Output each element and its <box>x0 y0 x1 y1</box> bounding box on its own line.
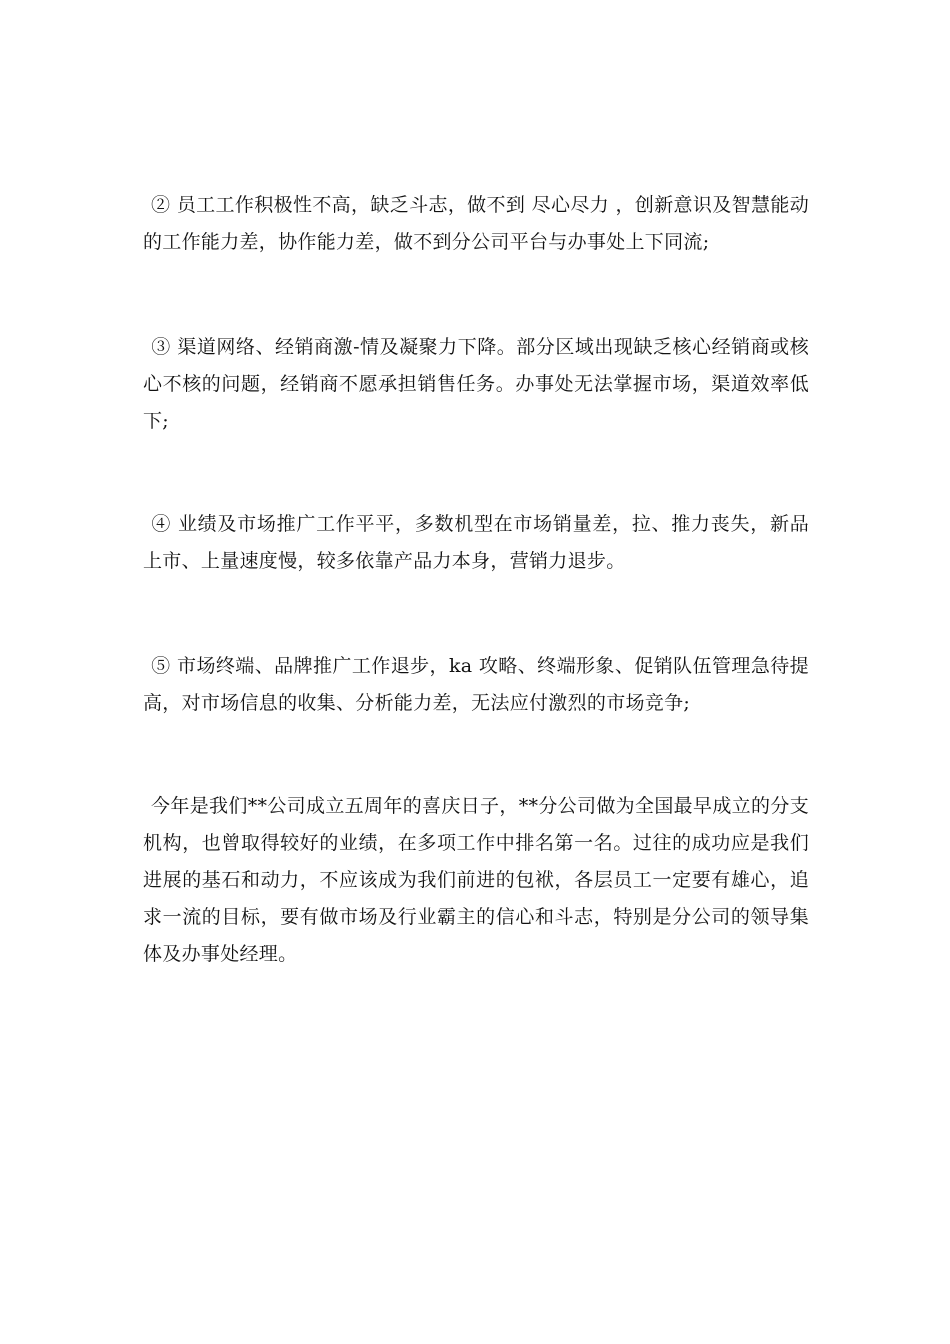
paragraph-text: 今年是我们**公司成立五周年的喜庆日子，**分公司做为全国最早成立的分支机构，也曾取得较好的业绩，在多项工作中排名第一名。过往的成功应是我们进展的基石和动力，不应该成为我们前进的包袱，各层员工一定要有雄心，追求一流的目标，要有做市场及行业霸主的信心和斗志，特别是分公司的领导集体及办事处经理。 <box>143 795 809 965</box>
paragraph-text: ② 员工工作积极性不高，缺乏斗志，做不到 尽心尽力 ，创新意识及智慧能动的工作能力差，协作能力差，做不到分公司平台与办事处上下同流; <box>143 194 809 253</box>
paragraph-employee-motivation <box>143 187 809 261</box>
paragraph-text: ③ 渠道网络、经销商激-情及凝聚力下降。部分区域出现缺乏核心经销商或核心不核的问题，经销商不愿承担销售任务。办事处无法掌握市场，渠道效率低下; <box>143 336 809 432</box>
paragraph-performance-promotion <box>143 506 809 580</box>
paragraph-market-terminal <box>143 648 809 722</box>
paragraph-anniversary-goals <box>143 788 809 973</box>
paragraph-text: ⑤ 市场终端、品牌推广工作退步，ka 攻略、终端形象、促销队伍管理急待提高，对市场信息的收集、分析能力差，无法应付激烈的市场竞争; <box>143 655 809 714</box>
paragraph-text: ④ 业绩及市场推广工作平平，多数机型在市场销量差，拉、推力丧失，新品上市、上量速度慢，较多依靠产品力本身，营销力退步。 <box>143 513 809 572</box>
paragraph-channel-network <box>143 329 809 440</box>
